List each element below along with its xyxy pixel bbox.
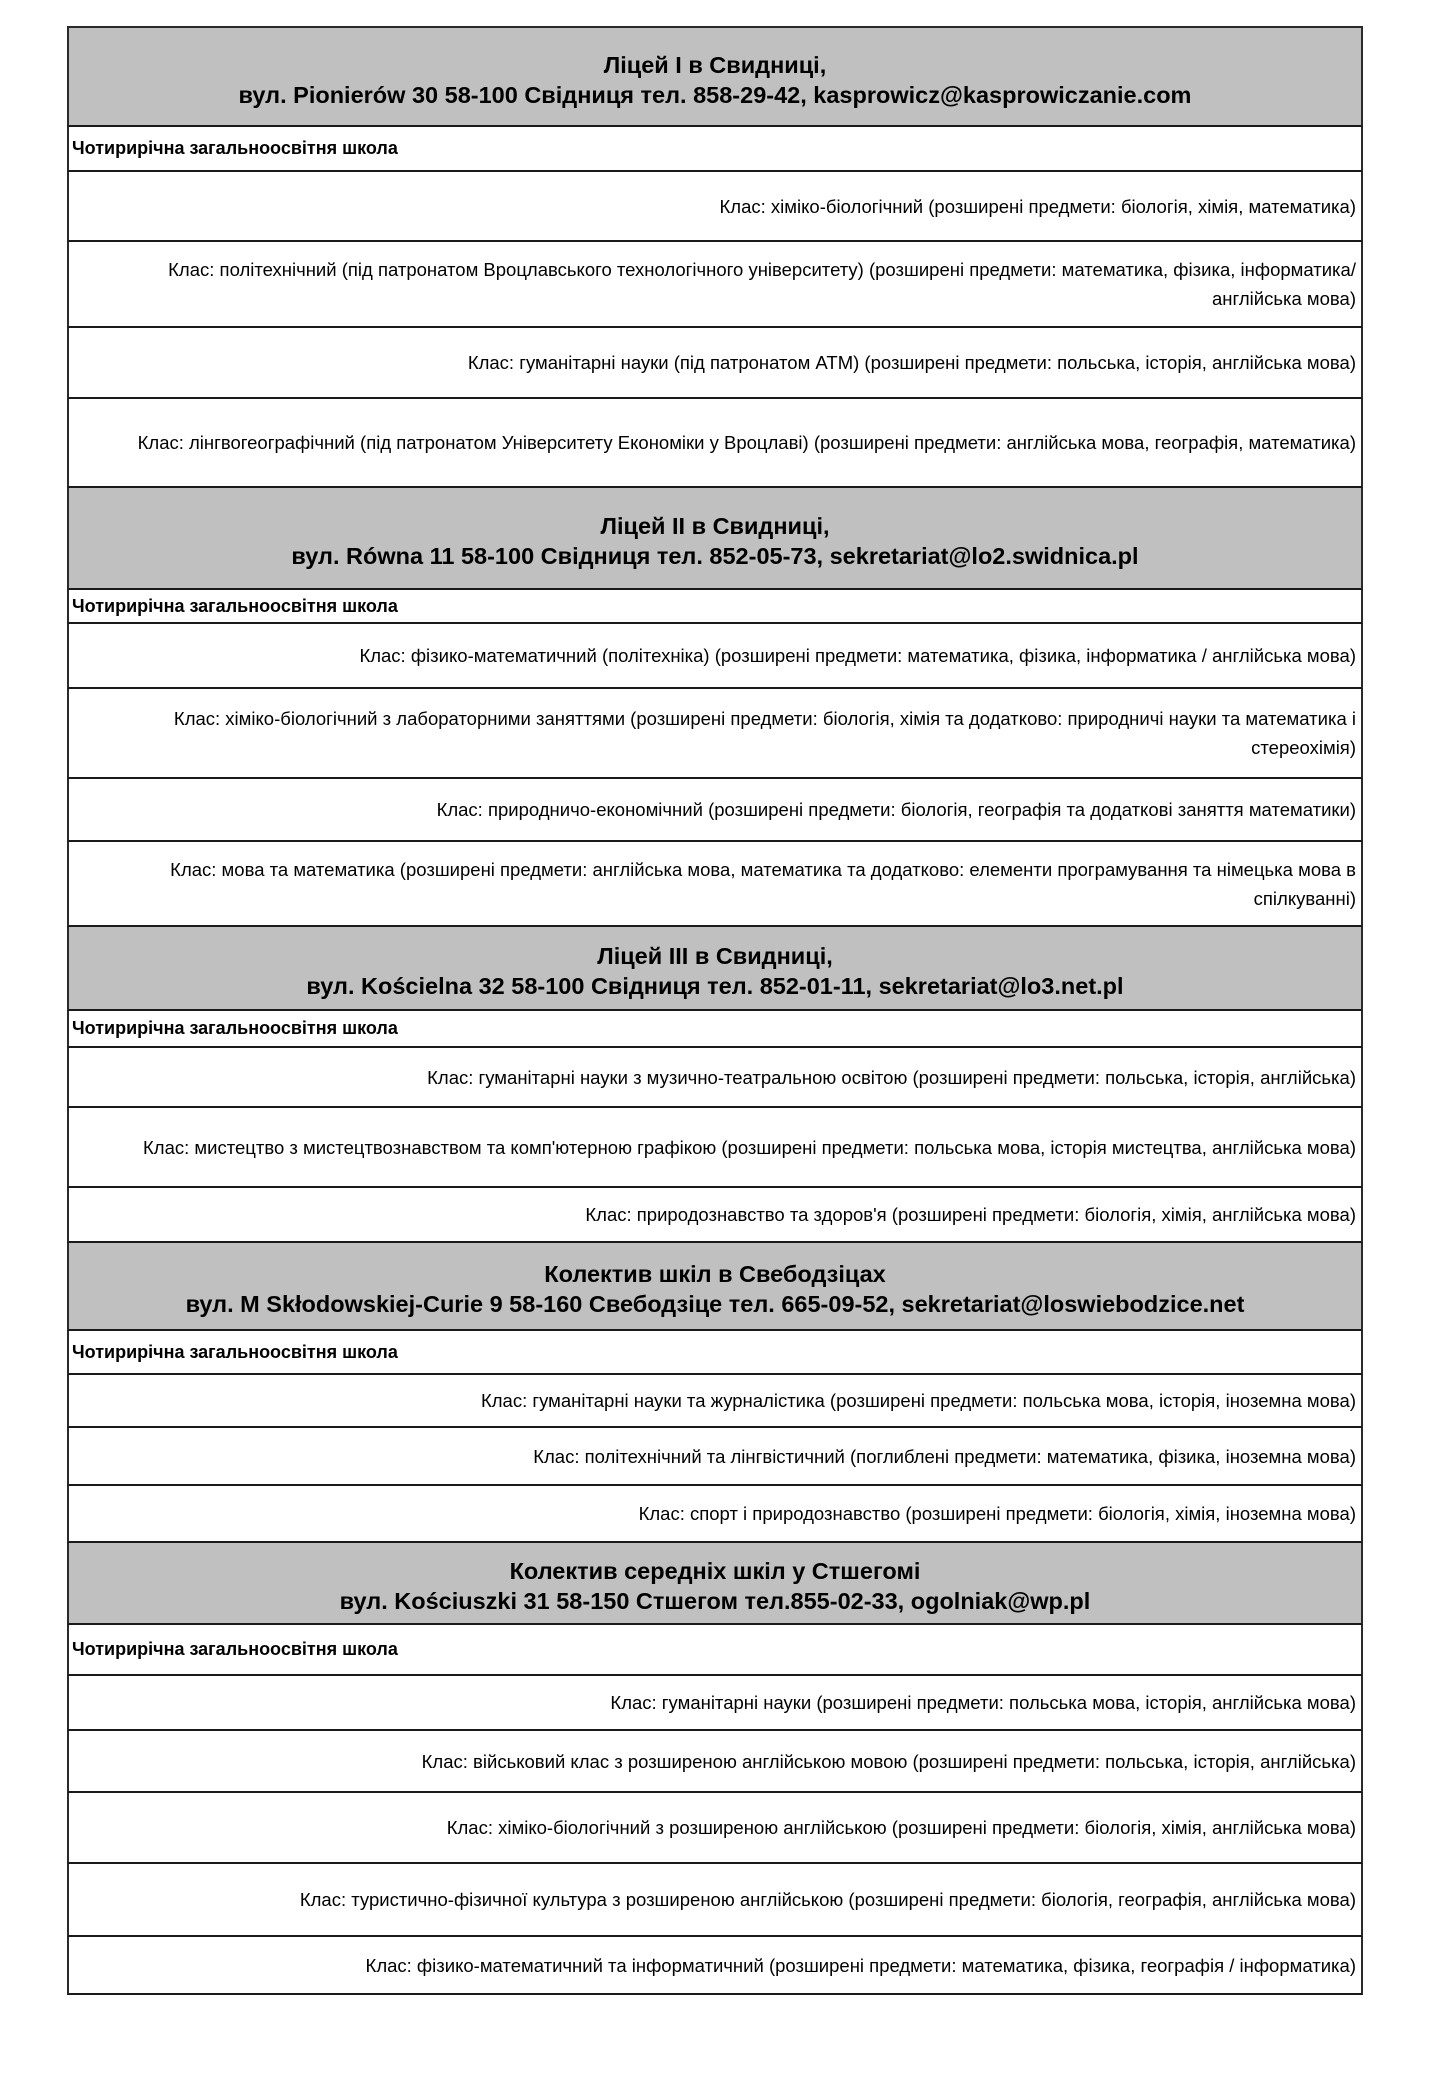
class-row <box>67 399 1363 488</box>
class-row <box>67 624 1363 689</box>
class-description: Клас: мова та математика (розширені предмети: англійська мова, математика та додатково: елементи програмування та німецька мова в спілкуванні) <box>170 858 1356 909</box>
class-row <box>67 1937 1363 1995</box>
school-address: вул. M Skłodowskiej-Curie 9 58-160 Свебодзіце тел. 665-09-52, sekretariat@loswiebodzice.net <box>185 1291 1245 1317</box>
school-type: Чотирирічна загальноосвітня школа <box>72 1018 398 1038</box>
school-header <box>67 927 1363 1011</box>
school-address: вул. Pionierów 30 58-100 Свідниця тел. 858-29-42, kasprowicz@kasprowiczanie.com <box>238 81 1192 108</box>
school-header <box>67 488 1363 590</box>
class-description: Клас: мистецтво з мистецтвознавством та комп'ютерною графікою (розширені предмети: польська мова, історія мистецтва, англійська мова) <box>143 1136 1356 1158</box>
school-header <box>67 1543 1363 1625</box>
school-address: вул. Kościelna 32 58-100 Свідниця тел. 852-01-11, sekretariat@lo3.net.pl <box>306 973 1124 999</box>
school-type: Чотирирічна загальноосвітня школа <box>72 595 398 616</box>
school-address: вул. Kościuszki 31 58-150 Стшегом тел.855-02-33, ogolniak@wp.pl <box>339 1588 1091 1614</box>
school-type-row <box>67 1011 1363 1048</box>
class-row <box>67 1864 1363 1937</box>
class-description: Клас: природознавство та здоров'я (розширені предмети: біологія, хімія, англійська мова) <box>585 1204 1356 1225</box>
class-row <box>67 1048 1363 1108</box>
class-row <box>67 1375 1363 1428</box>
class-description: Клас: хіміко-біологічний (розширені предмети: біологія, хімія, математика) <box>719 195 1356 217</box>
class-description: Клас: природничо-економічний (розширені предмети: біологія, географія та додаткові заняття математики) <box>436 799 1356 820</box>
school-title: Колектив шкіл в Свебодзіцах <box>544 1261 886 1287</box>
class-description: Клас: хіміко-біологічний з розширеною англійською (розширені предмети: біологія, хімія, англійська мова) <box>446 1817 1356 1838</box>
school-header <box>67 1243 1363 1331</box>
class-row <box>67 1108 1363 1188</box>
class-row <box>67 1486 1363 1543</box>
school-address: вул. Równa 11 58-100 Свідниця тел. 852-05-73, sekretariat@lo2.swidnica.pl <box>291 543 1139 569</box>
class-description: Клас: гуманітарні науки (розширені предмети: польська мова, історія, англійська мова) <box>610 1692 1356 1713</box>
class-row <box>67 172 1363 242</box>
school-type: Чотирирічна загальноосвітня школа <box>72 1341 398 1362</box>
school-title: Ліцей II в Свидниці, <box>600 513 830 539</box>
school-type-row <box>67 1331 1363 1375</box>
class-row <box>67 1731 1363 1793</box>
school-title: Ліцей III в Свидниці, <box>597 943 833 969</box>
school-type-row <box>67 590 1363 624</box>
class-description: Клас: хіміко-біологічний з лабораторними заняттями (розширені предмети: біологія, хімія та додатково: природничі науки та математика і стереохімія) <box>173 708 1356 758</box>
class-row <box>67 689 1363 779</box>
class-description: Клас: гуманітарні науки (під патронатом ATM) (розширені предмети: польська, історія, англійська мова) <box>467 352 1356 373</box>
class-description: Клас: спорт і природознавство (розширені предмети: біологія, хімія, іноземна мова) <box>638 1503 1356 1524</box>
class-description: Клас: військовий клас з розширеною англійською мовою (розширені предмети: польська, історія, англійська) <box>421 1750 1356 1772</box>
class-description: Клас: гуманітарні науки з музично-театральною освітою (розширені предмети: польська, історія, англійська) <box>427 1066 1356 1088</box>
school-header <box>67 26 1363 127</box>
class-description: Клас: політехнічний (під патронатом Вроцлавського технологічного університету) (розширені предмети: математика, фізика, інформатика/англійська мова) <box>168 259 1356 309</box>
school-type: Чотирирічна загальноосвітня школа <box>72 1639 398 1659</box>
school-type-row <box>67 1625 1363 1676</box>
class-description: Клас: лінгвогеографічний (під патронатом Університету Економіки у Вроцлаві) (розширені предмети: англійська мова, географія, математика) <box>137 432 1356 453</box>
school-title: Колектив середніх шкіл у Стшегомі <box>509 1558 921 1584</box>
school-title: Ліцей I в Свидниці, <box>603 51 827 78</box>
school-type: Чотирирічна загальноосвітня школа <box>72 138 398 158</box>
class-description: Клас: фізико-математичний та інформатичний (розширені предмети: математика, фізика, географія / інформатика) <box>365 1954 1356 1976</box>
class-description: Клас: фізико-математичний (політехніка) (розширені предмети: математика, фізика, інформатика / англійська мова) <box>359 645 1356 666</box>
class-description: Клас: політехнічний та лінгвістичний (поглиблені предмети: математика, фізика, іноземна мова) <box>533 1445 1356 1467</box>
class-description: Клас: туристично-фізичної культура з розширеною англійською (розширені предмети: біологія, географія, англійська мова) <box>299 1889 1356 1910</box>
class-row <box>67 779 1363 842</box>
class-row <box>67 842 1363 927</box>
schools-table <box>67 26 1363 1995</box>
class-row <box>67 328 1363 399</box>
class-row <box>67 1428 1363 1486</box>
class-row <box>67 1676 1363 1731</box>
class-row <box>67 1793 1363 1864</box>
school-type-row <box>67 127 1363 172</box>
class-row <box>67 242 1363 328</box>
class-row <box>67 1188 1363 1243</box>
class-description: Клас: гуманітарні науки та журналістика (розширені предмети: польська мова, історія, іноземна мова) <box>480 1390 1356 1411</box>
